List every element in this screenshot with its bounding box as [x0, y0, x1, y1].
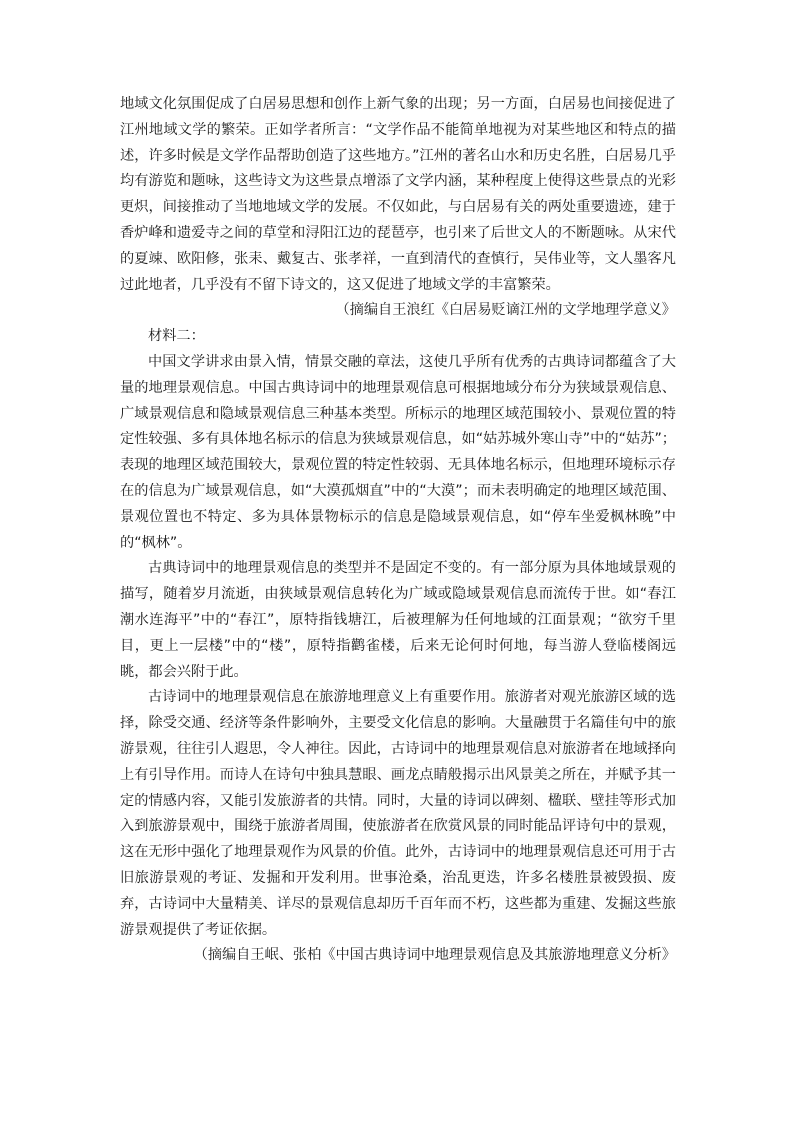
paragraph-material-one-continuation: 地域文化氛围促成了白居易思想和创作上新气象的出现；另一方面，白居易也间接促进了江州地域文学的繁荣。正如学者所言：“文学作品不能简单地视为对某些地区和特点的描述，许多时候是文学作品帮助创造了这些地方。”江州的著名山水和历史名胜，白居易几乎均有游览和题咏，这些诗文为这些景点增添了文学内涵，某种程度上使得这些景点的光彩更炽，间接推动了当地地域文学的发展。不仅如此，与白居易有关的两处重要遗迹，建于香炉峰和遗爱寺之间的草堂和浔阳江边的琵琶亭，也引来了后世文人的不断题咏。从宋代的夏竦、欧阳修，张耒、戴复古、张孝祥，一直到清代的查慎行，吴伟业等，文人墨客凡过此地者，几乎没有不留下诗文的，这又促进了地域文学的丰富繁荣。	[120, 96, 676, 293]
paragraph-tourism-significance: 古诗词中的地理景观信息在旅游地理意义上有重要作用。旅游者对观光旅游区域的选择，除受交通、经济等条件影响外，主要受文化信息的影响。大量融贯于名篇佳句中的旅游景观，往往引人遐思，令人神往。因此，古诗词中的地理景观信息对旅游者在地域择向上有引导作用。而诗人在诗句中独具慧眼、画龙点睛般揭示出风景美之所在，并赋予其一定的情感内容，又能引发旅游者的共情。同时，大量的诗词以碑刻、楹联、壁挂等形式加入到旅游景观中，围绕于旅游者周围，使旅游者在欣赏风景的同时能品评诗句中的景观，这在无形中强化了地理景观作为风景的价值。此外，古诗词中的地理景观信息还可用于古旧旅游景观的考证、发掘和开发利用。世事沧桑，治乱更迭，许多名楼胜景被毁损、废弃，古诗词中大量精美、详尽的景观信息却历千百年而不朽，这些都为重建、发掘这些旅游景观提供了考证依据。	[120, 689, 676, 938]
paragraph-type-transformation: 古典诗词中的地理景观信息的类型并不是固定不变的。有一部分原为具体地域景观的描写，随着岁月流逝，由狭域景观信息转化为广域或隐域景观信息而流传于世。如“春江潮水连海平”中的“春江”，原特指钱塘江，后被理解为任何地域的江面景观；“欲穷千里目，更上一层楼”中的“楼”，原特指鹳雀楼，后来无论何时何地，每当游人登临楼阁远眺，都会兴附于此。	[120, 560, 676, 680]
source-citation-two: （摘编自王岷、张柏《中国古典诗词中地理景观信息及其旅游地理意义分析》	[193, 947, 676, 964]
material-two-heading: 材料二：	[148, 328, 205, 345]
source-citation-one: （摘编自王浪红《白居易贬谪江州的文学地理学意义》	[335, 302, 676, 319]
paragraph-landscape-types: 中国文学讲求由景入情，情景交融的章法，这使几乎所有优秀的古典诗词都蕴含了大量的地理景观信息。中国古典诗词中的地理景观信息可根据地域分布分为狭域景观信息、广域景观信息和隐域景观信息三种基本类型。所标示的地理区域范围较小、景观位置的特定性较强、多有具体地名标示的信息为狭域景观信息，如“姑苏城外寒山寺”中的“姑苏”；表现的地理区域范围较大，景观位置的特定性较弱、无具体地名标示，但地理环境标示存在的信息为广域景观信息，如“大漠孤烟直”中的“大漠”；而未表明确定的地理区域范围、景观位置也不特定、多为具体景物标示的信息是隐域景观信息，如“停车坐爱枫林晚”中的“枫林”。	[120, 353, 676, 551]
document-body	[120, 92, 676, 969]
